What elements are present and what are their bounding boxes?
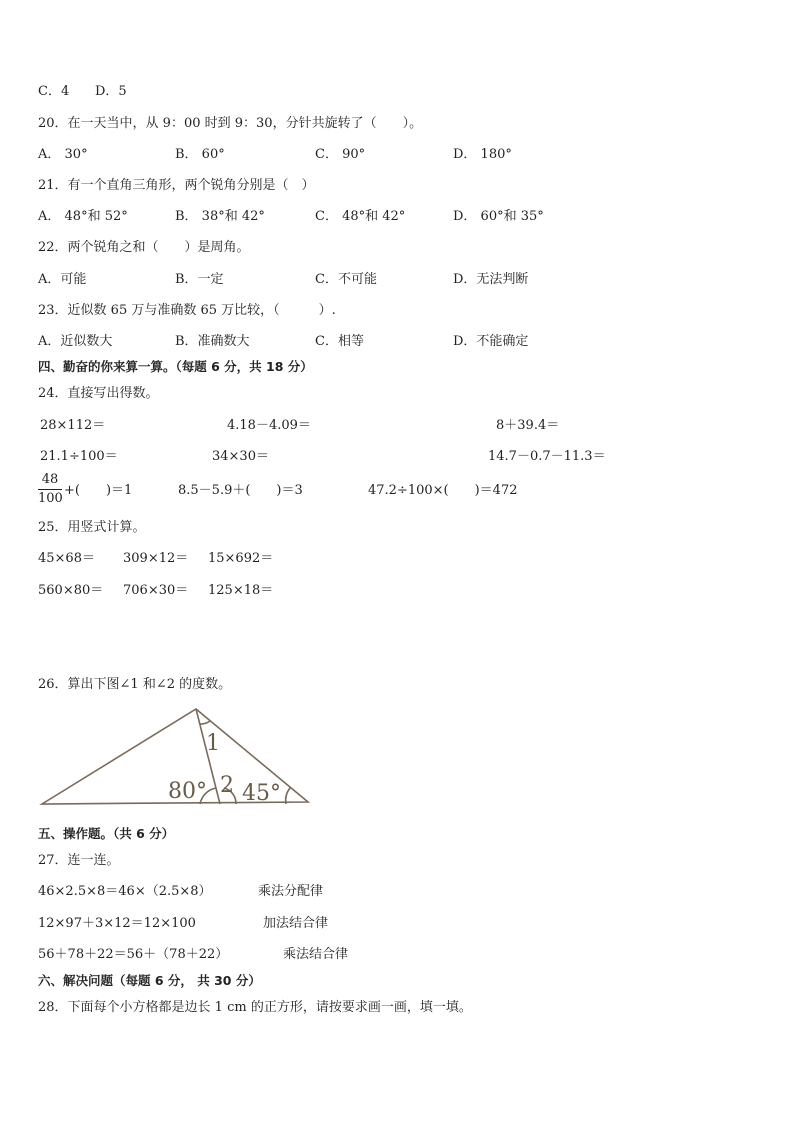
q25-item: 309×12＝: [123, 551, 189, 566]
q27-question: 27．连一连。: [38, 853, 120, 868]
q24-fraction: [38, 472, 62, 507]
q24-item: +( )＝1: [64, 483, 133, 498]
q25-item: 706×30＝: [123, 583, 189, 598]
q20-option-d: D． 180°: [453, 147, 512, 162]
fraction-bar: [38, 489, 62, 490]
q20-question: 20．在一天当中，从 9：00 时到 9：30，分针共旋转了（ ）。: [38, 116, 423, 131]
angle-2-label: 2: [220, 773, 234, 798]
q24-item: 8.5－5.9＋( )＝3: [178, 483, 303, 498]
q25-question: 25．用竖式计算。: [38, 520, 146, 535]
angle-80-label: 80°: [168, 779, 207, 804]
q21-option-b: B． 38°和 42°: [175, 209, 265, 224]
q28-question: 28．下面每个小方格都是边长 1 cm 的正方形，请按要求画一画，填一填。: [38, 1000, 472, 1015]
q25-item: 15×692＝: [208, 551, 274, 566]
q27-left-item: 56＋78＋22＝56＋（78＋22）: [38, 947, 229, 962]
q24-item: 21.1÷100＝: [40, 449, 118, 464]
q27-left-item: 12×97＋3×12＝12×100: [38, 916, 196, 931]
q21-option-d: D． 60°和 35°: [453, 209, 544, 224]
fraction-denominator: 100: [38, 491, 63, 506]
q24-item: 8＋39.4＝: [496, 418, 560, 433]
q23-question: 23．近似数 65 万与准确数 65 万比较，（ ）.: [38, 303, 336, 318]
q27-left-item: 46×2.5×8＝46×（2.5×8）: [38, 884, 212, 899]
q25-item: 560×80＝: [38, 583, 104, 598]
q23-option-a: A．近似数大: [38, 334, 113, 349]
q24-item: 28×112＝: [40, 418, 106, 433]
q24-item: 4.18－4.09＝: [227, 418, 311, 433]
q22-option-a: A．可能: [38, 272, 87, 287]
section-4-heading: 四、勤奋的你来算一算。（每题 6 分，共 18 分）: [38, 359, 313, 374]
q20-option-a: A． 30°: [38, 147, 88, 162]
q19-option-d: D．5: [95, 84, 127, 99]
angle-1-label: 1: [206, 731, 220, 756]
q20-option-c: C． 90°: [315, 147, 366, 162]
angle-1-arc: [200, 721, 210, 724]
q27-right-item: 乘法结合律: [283, 947, 349, 962]
q22-option-d: D．无法判断: [453, 272, 529, 287]
q24-item: 47.2÷100×( )＝472: [368, 483, 518, 498]
q24-item: 14.7－0.7－11.3＝: [488, 449, 606, 464]
angle-45-label: 45°: [242, 781, 281, 806]
q24-item: 34×30＝: [212, 449, 269, 464]
q23-option-d: D．不能确定: [453, 334, 529, 349]
q21-question: 21．有一个直角三角形，两个锐角分别是（ ）: [38, 178, 315, 193]
q19-option-c: C．4: [38, 84, 70, 99]
q27-right-item: 加法结合律: [263, 916, 329, 931]
q25-item: 45×68＝: [38, 551, 95, 566]
q22-question: 22．两个锐角之和（ ）是周角。: [38, 240, 250, 255]
triangle-figure: [38, 704, 318, 808]
q23-option-c: C．相等: [315, 334, 364, 349]
q21-option-a: A． 48°和 52°: [38, 209, 128, 224]
q22-option-b: B．一定: [175, 272, 224, 287]
section-6-heading: 六、解决问题（每题 6 分， 共 30 分）: [38, 973, 261, 988]
q20-option-b: B． 60°: [175, 147, 225, 162]
q27-right-item: 乘法分配律: [258, 884, 324, 899]
q24-question: 24．直接写出得数。: [38, 386, 159, 401]
q21-option-c: C． 48°和 42°: [315, 209, 406, 224]
q26-question: 26．算出下图∠1 和∠2 的度数。: [38, 677, 232, 692]
q23-option-b: B．准确数大: [175, 334, 250, 349]
q25-item: 125×18＝: [208, 583, 274, 598]
q22-option-c: C．不可能: [315, 272, 377, 287]
section-5-heading: 五、操作题。（共 6 分）: [38, 826, 175, 841]
fraction-numerator: 48: [41, 472, 59, 487]
